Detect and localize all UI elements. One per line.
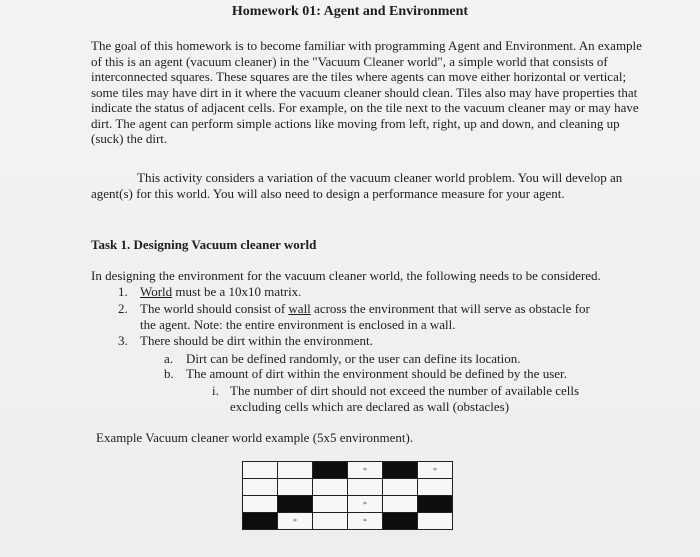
item-text-underlined: wall [288, 301, 311, 316]
empty-cell [313, 496, 348, 513]
item-text: The world should consist of [140, 301, 289, 316]
empty-cell [278, 462, 313, 479]
grid-row [243, 479, 453, 496]
item-number: b. [164, 366, 174, 381]
wall-cell [243, 513, 278, 530]
list-item-continuation: the agent. Note: the entire environment is enclosed in a wall. [140, 317, 456, 332]
item-text: The number of dirt should not exceed the number of available cells [230, 383, 580, 398]
vacuum-world-grid [242, 461, 453, 530]
dirt-cell: * [348, 462, 383, 479]
task-heading: Task 1. Designing Vacuum cleaner world [91, 237, 317, 252]
list-item [118, 284, 301, 300]
item-number: 3. [118, 333, 128, 348]
dirt-cell: * [418, 462, 453, 479]
empty-cell [243, 496, 278, 513]
empty-cell [278, 479, 313, 496]
sub-sub-item [212, 383, 579, 399]
list-item [118, 333, 373, 349]
intro-paragraph: The goal of this homework is to become familiar with programming Agent and Environment. An example of this is an agent (vacuum cleaner) in the "Vacuum Cleaner world", a simple world that consists of interconnected squares. These squares are the tiles where agents can move either horizontal or vertical; some tiles may have dirt in it where the vacuum cleaner should clean. Tiles also may have properties that indicate the status of adjacent cells. For example, on the tile next to the vacuum cleaner may or may have dirt. The agent can perform simple actions like moving from left, right, up and down, and cleaning up (suck) the dirt. [91, 38, 642, 146]
empty-cell [243, 479, 278, 496]
sub-item [164, 366, 567, 382]
item-text: The amount of dirt within the environment should be defined by the user. [186, 366, 567, 381]
sub-item [164, 351, 521, 367]
item-text: Dirt can be defined randomly, or the user can define its location. [186, 351, 521, 366]
wall-cell [313, 462, 348, 479]
wall-cell [418, 496, 453, 513]
item-text: There should be dirt within the environment. [140, 333, 373, 348]
item-text: must be a 10x10 matrix. [172, 284, 302, 299]
grid-row [243, 513, 453, 530]
item-number: a. [164, 351, 174, 366]
wall-cell [383, 462, 418, 479]
wall-cell [278, 496, 313, 513]
item-text-underlined: World [140, 284, 173, 299]
list-item [118, 301, 590, 317]
wall-cell [383, 513, 418, 530]
item-number: 1. [118, 284, 128, 299]
page-title: Homework 01: Agent and Environment [231, 4, 469, 19]
dirt-cell: * [278, 513, 313, 530]
empty-cell [383, 496, 418, 513]
empty-cell [243, 462, 278, 479]
task-intro: In designing the environment for the vacuum cleaner world, the following needs to be considered. [91, 268, 601, 283]
empty-cell [313, 513, 348, 530]
empty-cell [418, 513, 453, 530]
empty-cell [383, 479, 418, 496]
item-number: i. [212, 383, 219, 398]
activity-paragraph: This activity considers a variation of the vacuum cleaner world problem. You will develop an agent(s) for this world. You will also need to design a performance measure for your agent. [91, 170, 623, 201]
grid-table [242, 461, 453, 530]
empty-cell [313, 479, 348, 496]
example-caption: Example Vacuum cleaner world example (5x5 environment). [96, 430, 414, 445]
grid-row [243, 496, 453, 513]
empty-cell [348, 479, 383, 496]
item-text: across the environment that will serve as obstacle for [310, 301, 590, 316]
grid-row [243, 462, 453, 479]
dirt-cell: * [348, 513, 383, 530]
empty-cell [418, 479, 453, 496]
item-number: 2. [118, 301, 128, 316]
sub-sub-item-continuation: excluding cells which are declared as wall (obstacles) [230, 399, 510, 414]
dirt-cell: * [348, 496, 383, 513]
